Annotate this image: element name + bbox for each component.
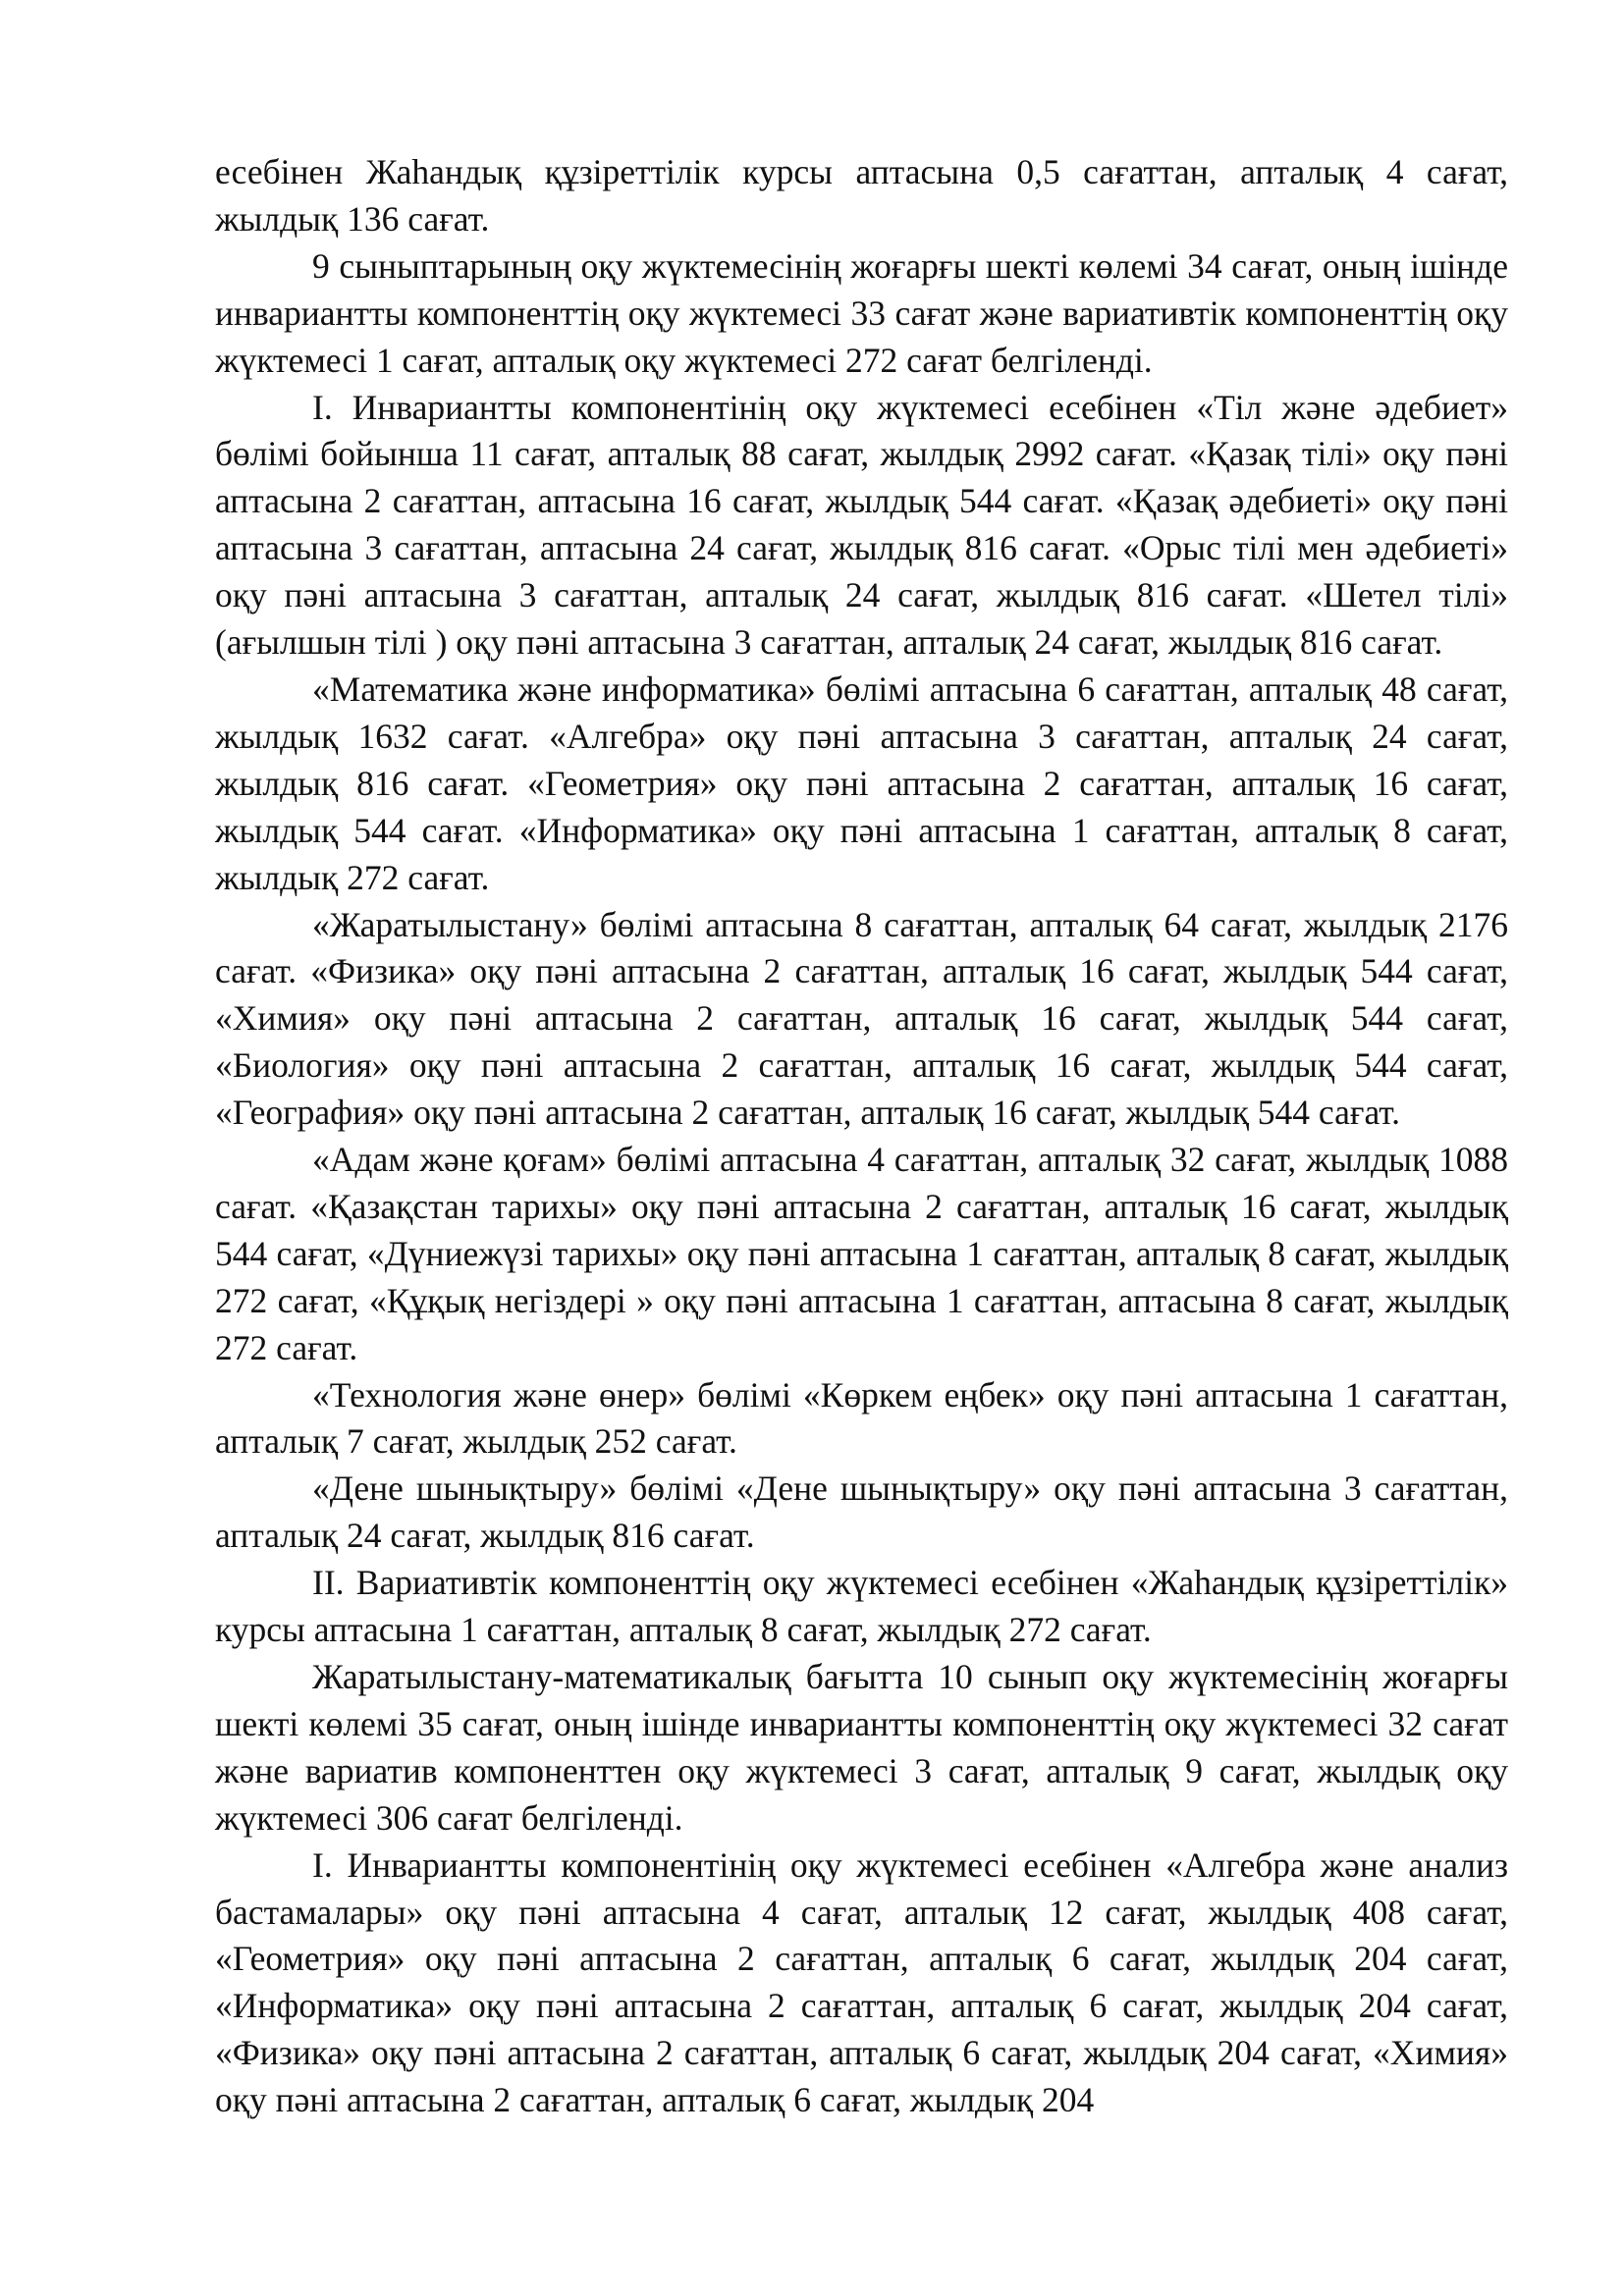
paragraph-grade9-total-load: 9 сыныптарының оқу жүктемесінің жоғарғы шекті көлемі 34 сағат, оның ішінде инвариантты компоненттің оқу жүктемесі 33 сағат және вариативтік компоненттің оқу жүктемесі 1 сағат, апталық оқу жүктемесі 272 сағат белгіленді. <box>215 245 1508 380</box>
paragraph-continuation: есебінен Жаһандық құзіреттілік курсы аптасына 0,5 сағаттан, апталық 4 сағат, жылдық 136 сағат. <box>215 152 1508 239</box>
paragraph-grade10-total-load: Жаратылыстану-математикалық бағытта 10 сынып оқу жүктемесінің жоғарғы шекті көлемі 35 сағат, оның ішінде инвариантты компоненттің оқу жүктемесі 32 сағат және вариатив компоненттен оқу жүктемесі 3 сағат, апталық 9 сағат, жылдық оқу жүктемесі 306 сағат белгіленді. <box>215 1657 1508 1838</box>
paragraph-grade10-invariant: І. Инвариантты компонентінің оқу жүктемесі есебінен «Алгебра және анализ бастамалары» оқу пәні аптасына 4 сағат, апталық 12 сағат, жылдық 408 сағат, «Геометрия» оқу пәні аптасына 2 сағаттан, апталық 6 сағат, жылдық 204 сағат, «Информатика» оқу пәні аптасына 2 сағаттан, апталық 6 сағат, жылдық 204 сағат, «Физика» оқу пәні аптасына 2 сағаттан, апталық 6 сағат, жылдық 204 сағат, «Химия» оқу пәні аптасына 2 сағаттан, апталық 6 сағат, жылдық 204 <box>215 1844 1508 2120</box>
paragraph-natural-sciences: «Жаратылыстану» бөлімі аптасына 8 сағаттан, апталық 64 сағат, жылдық 2176 сағат. «Физика» оқу пәні аптасына 2 сағаттан, апталық 16 сағат, жылдық 544 сағат, «Химия» оқу пәні аптасына 2 сағаттан, апталық 16 сағат, жылдық 544 сағат, «Биология» оқу пәні аптасына 2 сағаттан, апталық 16 сағат, жылдық 544 сағат, «География» оқу пәні аптасына 2 сағаттан, апталық 16 сағат, жылдық 544 сағат. <box>215 904 1508 1133</box>
paragraph-human-society: «Адам және қоғам» бөлімі аптасына 4 сағаттан, апталық 32 сағат, жылдық 1088 сағат. «Қазақстан тарихы» оқу пәні аптасына 2 сағаттан, апталық 16 сағат, жылдық 544 сағат, «Дүниежүзі тарихы» оқу пәні аптасына 1 сағаттан, апталық 8 сағат, жылдық 272 сағат, «Құқық негіздері » оқу пәні аптасына 1 сағаттан, аптасына 8 сағат, жылдық 272 сағат. <box>215 1140 1508 1367</box>
paragraph-physical-education: «Дене шынықтыру» бөлімі «Дене шынықтыру» оқу пәні аптасына 3 сағаттан, апталық 24 сағат, жылдық 816 сағат. <box>215 1468 1508 1556</box>
paragraph-variative-component: ІІ. Вариативтік компоненттің оқу жүктемесі есебінен «Жаһандық құзіреттілік» курсы аптасына 1 сағаттан, апталық 8 сағат, жылдық 272 сағат. <box>215 1563 1508 1650</box>
paragraph-math-informatics: «Математика және информатика» бөлімі аптасына 6 сағаттан, апталық 48 сағат, жылдық 1632 сағат. «Алгебра» оқу пәні аптасына 3 сағаттан, апталық 24 сағат, жылдық 816 сағат. «Геометрия» оқу пәні аптасына 2 сағаттан, апталық 16 сағат, жылдық 544 сағат. «Информатика» оқу пәні аптасына 1 сағаттан, апталық 8 сағат, жылдық 272 сағат. <box>215 668 1508 897</box>
paragraph-technology-art: «Технология және өнер» бөлімі «Көркем еңбек» оқу пәні аптасына 1 сағаттан, апталық 7 сағат, жылдық 252 сағат. <box>215 1374 1508 1462</box>
document-page <box>215 149 1508 2124</box>
paragraph-language-literature: І. Инвариантты компонентінің оқу жүктемесі есебінен «Тіл және әдебиет» бөлімі бойынша 11 сағат, апталық 88 сағат, жылдық 2992 сағат. «Қазақ тілі» оқу пәні аптасына 2 сағаттан, аптасына 16 сағат, жылдық 544 сағат. «Қазақ әдебиеті» оқу пәні аптасына 3 сағаттан, аптасына 24 сағат, жылдық 816 сағат. «Орыс тілі мен әдебиеті» оқу пәні аптасына 3 сағаттан, апталық 24 сағат, жылдық 816 сағат. «Шетел тілі» (ағылшын тілі ) оқу пәні аптасына 3 сағаттан, апталық 24 сағат, жылдық 816 сағат. <box>215 387 1508 663</box>
